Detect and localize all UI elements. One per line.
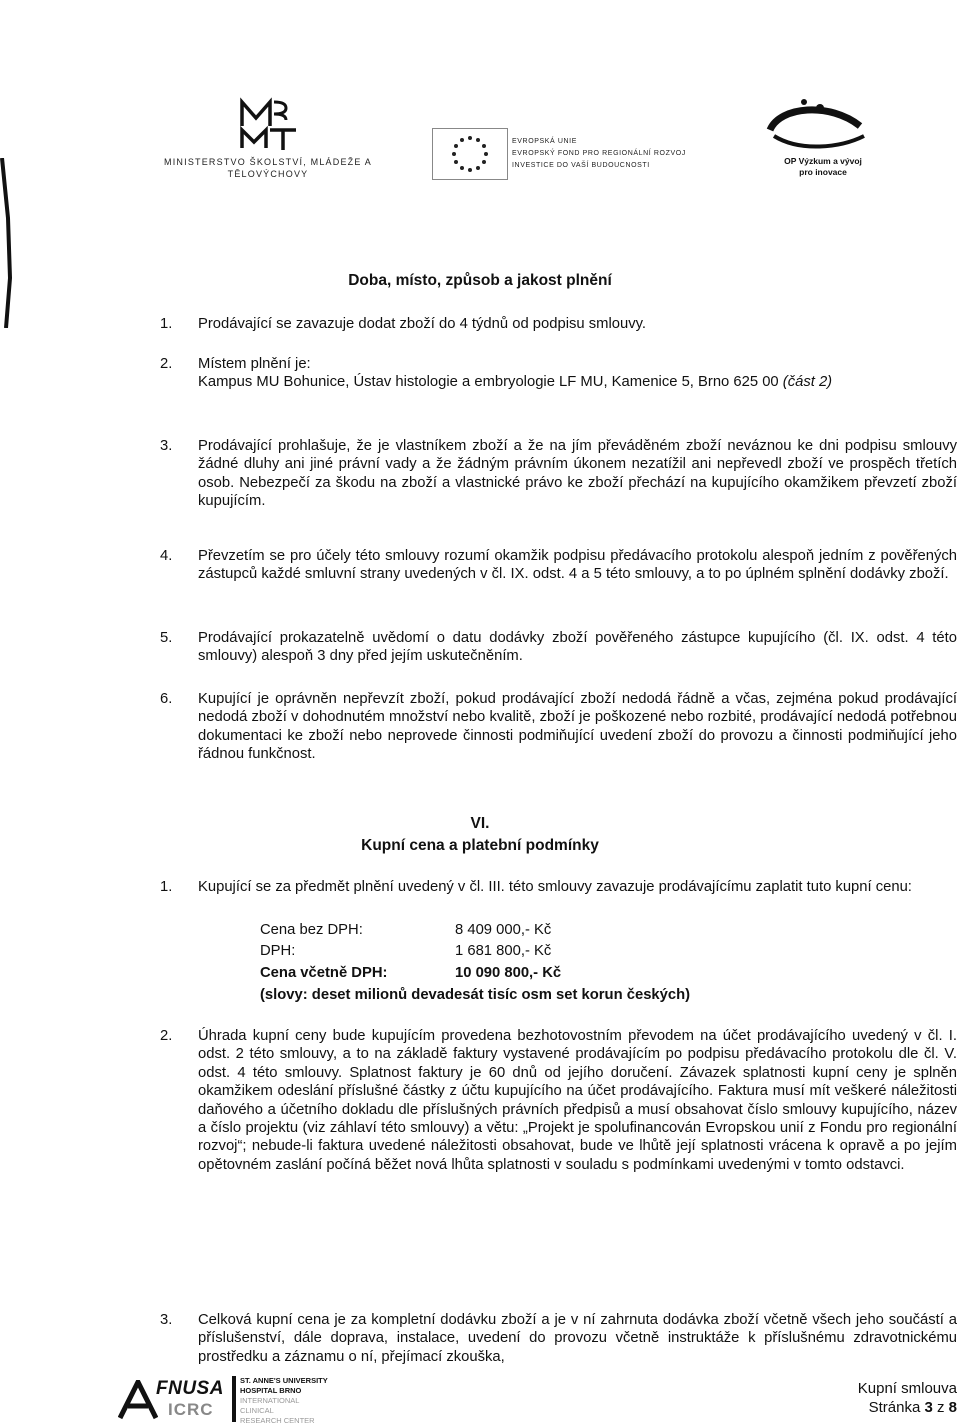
page-of: z bbox=[936, 1399, 945, 1416]
logo-line-3: INTERNATIONAL CLINICAL bbox=[240, 1396, 300, 1415]
item-number: 3. bbox=[160, 438, 173, 454]
item-number: 1. bbox=[160, 879, 173, 895]
price-value: 1 681 800,- Kč bbox=[455, 943, 552, 959]
price-in-words: (slovy: deset milionů devadesát tisíc osm set korun českých) bbox=[260, 987, 691, 1003]
logo-line-1: ST. ANNE'S UNIVERSITY bbox=[240, 1376, 328, 1385]
item-number: 6. bbox=[160, 691, 173, 707]
item-text-line: Místem plnění je: bbox=[198, 356, 311, 372]
price-label: Cena včetně DPH: bbox=[260, 965, 388, 981]
price-value: 8 409 000,- Kč bbox=[455, 922, 552, 938]
place-address: Kampus MU Bohunice, Ústav histologie a embryologie LF MU, Kamenice 5, Brno 625 00 bbox=[198, 374, 779, 391]
op-caption bbox=[758, 156, 888, 178]
section-roman-numeral: VI. bbox=[470, 815, 490, 832]
fnusa-text: FNUSA bbox=[156, 1378, 224, 1399]
item-text-address bbox=[198, 373, 957, 391]
msmt-logo-icon bbox=[238, 96, 302, 152]
item-text: Převzetím se pro účely této smlouvy rozumí okamžik podpisu předávacího protokolu alespoň jedním z pověřených zástupců každé smluvní strany uvedených v čl. IX. odst. 4 a 5 této smlouvy, a to po úplném splnění dodávky zboží. bbox=[198, 548, 957, 583]
op-line-1: OP Výzkum a vývoj bbox=[784, 156, 862, 166]
page-indicator bbox=[858, 1398, 957, 1417]
fnusa-lines bbox=[240, 1376, 328, 1426]
msmt-caption: MINISTERSTVO ŠKOLSTVÍ, MLÁDEŽE A TĚLOVÝCHOVY bbox=[164, 157, 372, 179]
document-name: Kupní smlouva bbox=[857, 1380, 957, 1397]
item-text: Celková kupní cena je za kompletní dodávku zboží a je v ní zahrnuta dodávka zboží včetně všech jeho součástí a příslušenství, dále doprava, instalace, uvedení do provozu včetně instruktáže k příslušnému zdravotnickému prostředku a záznamu o ní, přejímací zkouška, bbox=[198, 1312, 957, 1365]
item-number: 3. bbox=[160, 1312, 173, 1328]
item-text: Prodávající prohlašuje, že je vlastníkem zboží a že na jím převáděném zboží neváznou ke dni podpisu smlouvy žádné dluhy ani jiné právní vady a že žádným právním úkonem nezatížil ani nepřevedl zboží ve prospěch třetích osob. Nebezpečí za škodu na zboží a vlastnické právo ke zboží přechází na kupujícího okamžikem převzetí zboží kupujícím. bbox=[198, 438, 957, 510]
page-number: 3 bbox=[924, 1399, 933, 1416]
item-text: Kupující se za předmět plnění uvedený v čl. III. této smlouvy zavazuje prodávajícímu zaplatit tuto kupní cenu: bbox=[198, 879, 912, 895]
item-number: 2. bbox=[160, 356, 173, 372]
eu-flag bbox=[432, 128, 508, 180]
price-label: Cena bez DPH: bbox=[260, 922, 363, 938]
page-total: 8 bbox=[948, 1399, 957, 1416]
price-label: DPH: bbox=[260, 943, 296, 959]
logo-line-2: HOSPITAL BRNO bbox=[240, 1386, 302, 1395]
eu-line-1: EVROPSKÁ UNIE bbox=[512, 138, 577, 145]
item-number: 5. bbox=[160, 630, 173, 646]
part-label: (část 2) bbox=[782, 374, 833, 391]
op-line-2: pro inovace bbox=[799, 167, 847, 177]
eu-line-2: EVROPSKÝ FOND PRO REGIONÁLNÍ ROZVOJ bbox=[512, 150, 686, 157]
footer-page-info bbox=[858, 1379, 957, 1417]
item-number: 2. bbox=[160, 1028, 173, 1044]
page-label: Stránka bbox=[868, 1399, 921, 1416]
fnusa-a-icon bbox=[118, 1380, 158, 1420]
item-text: Prodávající se zavazuje dodat zboží do 4 týdnů od podpisu smlouvy. bbox=[198, 316, 647, 332]
item-number: 4. bbox=[160, 548, 173, 564]
section-price-title: Kupní cena a platební podmínky bbox=[361, 837, 599, 854]
logo-divider bbox=[232, 1376, 236, 1422]
op-vav-logo-icon bbox=[760, 96, 870, 156]
item-text: Kupující je oprávněn nepřevzít zboží, pokud prodávající zboží nedodá řádně a včas, zejména pokud prodávající nedodá zboží v dohodnutém množství nebo kvalitě, zboží je poškozené nebo rozbité, prodávající nedodá potřebnou dokumentaci ke zboží nebo neprovede činnosti podmiňující uvedení zboží do provozu a činnosti podmiňující jeho řádnou funkčnost. bbox=[198, 691, 957, 763]
item-number: 1. bbox=[160, 316, 173, 332]
price-value: 10 090 800,- Kč bbox=[455, 965, 562, 981]
item-text: Úhrada kupní ceny bude kupujícím provedena bezhotovostním převodem na účet prodávajícího uvedený v čl. I. odst. 2 této smlouvy, a to na základě faktury vystavené prodávajícím po podpisu předávacího protokolu dle čl. V. odst. 4 této smlouvy. Splatnost faktury je 60 dnů od jejího doručení. Závazek splatnosti kupní ceny je splněn okamžikem odeslání příslušné částky z účtu kupujícího na účet prodávajícího. Faktura musí mít veškeré náležitosti daňového a účetního dokladu dle příslušných právních předpisů a musí obsahovat číslo smlouvy kupujícího, název a číslo projektu (viz záhlaví této smlouvy) a větu: „Projekt je spolufinancován Evropskou unií z Fondu pro regionální rozvoj“; nebude-li faktura uvedené náležitosti obsahovat, bude ve lhůtě její splatnosti vrácena k opravě a po jejím opětovném zaslání počíná běžet nová lhůta splatnosti v souladu s podmínkami uvedenými v tomto odstavci. bbox=[198, 1028, 957, 1173]
page-edge-mark bbox=[0, 158, 14, 328]
eu-line-3: INVESTICE DO VAŠÍ BUDOUCNOSTI bbox=[512, 162, 650, 169]
eu-caption bbox=[512, 136, 686, 172]
icrc-text: ICRC bbox=[168, 1400, 214, 1419]
item-text: Prodávající prokazatelně uvědomí o datu dodávky zboží pověřeného zástupce kupujícího (čl. IX. odst. 4 této smlouvy) alespoň 3 dny před jejím uskutečněním. bbox=[198, 630, 957, 665]
fnusa-icrc-logo bbox=[118, 1376, 328, 1424]
eu-stars-icon bbox=[433, 129, 507, 179]
section-delivery-title: Doba, místo, způsob a jakost plnění bbox=[348, 272, 612, 289]
logo-line-4: RESEARCH CENTER bbox=[240, 1416, 315, 1425]
item-text bbox=[198, 355, 957, 392]
